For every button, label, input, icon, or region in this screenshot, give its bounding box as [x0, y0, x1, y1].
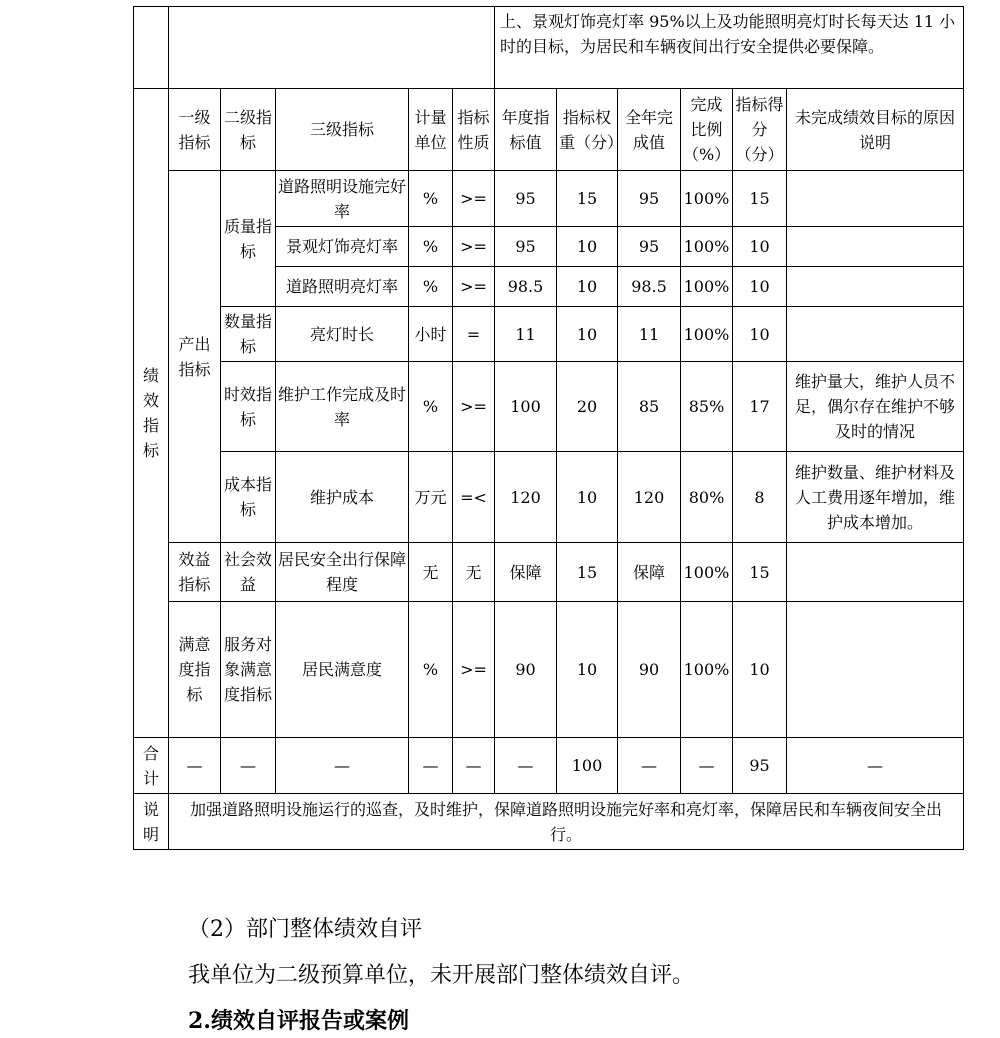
row-actual: 保障 — [618, 543, 681, 602]
note-row — [134, 794, 964, 850]
table-header-row — [134, 89, 964, 171]
row-ratio: 100% — [681, 307, 733, 362]
row-name: 居民安全出行保障程度 — [276, 543, 409, 602]
row-unit: % — [409, 227, 453, 267]
row-score: 17 — [733, 362, 787, 452]
row-ratio: 85% — [681, 362, 733, 452]
row-ratio: 100% — [681, 171, 733, 227]
header-annual-target: 年度指标值 — [495, 89, 557, 171]
note-text: 加强道路照明设施运行的巡查，及时维护，保障道路照明设施完好率和亮灯率，保障居民和车辆夜间安全出行。 — [169, 794, 964, 850]
header-actual: 全年完成值 — [618, 89, 681, 171]
row-target: 90 — [495, 602, 557, 738]
row-reason — [787, 543, 964, 602]
row-score: 10 — [733, 307, 787, 362]
table-row — [134, 362, 964, 452]
row-score: 15 — [733, 171, 787, 227]
row-target: 100 — [495, 362, 557, 452]
row-target: 11 — [495, 307, 557, 362]
row-nature: = — [453, 307, 495, 362]
row-weight: 15 — [557, 543, 618, 602]
total-dash: — — [453, 738, 495, 794]
group-quality: 质量指标 — [221, 171, 276, 307]
row-unit: % — [409, 602, 453, 738]
row-unit: % — [409, 267, 453, 307]
total-dash: — — [618, 738, 681, 794]
row-reason: 维护量大，维护人员不足，偶尔存在维护不够及时的情况 — [787, 362, 964, 452]
row-score: 10 — [733, 602, 787, 738]
row-unit: % — [409, 171, 453, 227]
row-name: 居民满意度 — [276, 602, 409, 738]
row-name: 道路照明亮灯率 — [276, 267, 409, 307]
target-description: 上、景观灯饰亮灯率 95%以上及功能照明亮灯时长每天达 11 小时的目标，为居民和车辆夜间出行安全提供必要保障。 — [495, 7, 964, 89]
row-score: 15 — [733, 543, 787, 602]
group-cost: 成本指标 — [221, 452, 276, 543]
row-weight: 15 — [557, 171, 618, 227]
row-name: 维护成本 — [276, 452, 409, 543]
row-actual: 90 — [618, 602, 681, 738]
row-score: 8 — [733, 452, 787, 543]
row-nature: >= — [453, 362, 495, 452]
row-actual: 85 — [618, 362, 681, 452]
header-weight: 指标权重（分） — [557, 89, 618, 171]
total-dash: — — [495, 738, 557, 794]
row-target: 120 — [495, 452, 557, 543]
row-reason — [787, 227, 964, 267]
header-unit: 计量单位 — [409, 89, 453, 171]
table-row — [134, 452, 964, 543]
table-row — [134, 171, 964, 227]
row-nature: >= — [453, 171, 495, 227]
group-timeliness: 时效指标 — [221, 362, 276, 452]
row-name: 维护工作完成及时率 — [276, 362, 409, 452]
row-reason — [787, 602, 964, 738]
total-dash: — — [787, 738, 964, 794]
row-reason — [787, 267, 964, 307]
table-row — [134, 602, 964, 738]
row-nature: >= — [453, 227, 495, 267]
row-actual: 120 — [618, 452, 681, 543]
section-title: （2）部门整体绩效自评 — [188, 917, 422, 942]
row-actual: 95 — [618, 171, 681, 227]
row-nature: >= — [453, 602, 495, 738]
row-reason — [787, 171, 964, 227]
row-actual: 11 — [618, 307, 681, 362]
empty-cell — [169, 7, 495, 89]
row-unit: 无 — [409, 543, 453, 602]
row-weight: 10 — [557, 452, 618, 543]
row-weight: 10 — [557, 227, 618, 267]
row-nature: =< — [453, 452, 495, 543]
header-nature: 指标性质 — [453, 89, 495, 171]
row-ratio: 100% — [681, 267, 733, 307]
row-actual: 98.5 — [618, 267, 681, 307]
group-quantity: 数量指标 — [221, 307, 276, 362]
row-nature: >= — [453, 267, 495, 307]
performance-table — [133, 6, 964, 850]
section-heading: 2.绩效自评报告或案例 — [188, 1008, 409, 1034]
group-label-performance: 绩效指标 — [134, 89, 169, 738]
row-name: 景观灯饰亮灯率 — [276, 227, 409, 267]
row-reason: 维护数量、维护材料及人工费用逐年增加，维护成本增加。 — [787, 452, 964, 543]
group-benefit: 效益指标 — [169, 543, 221, 602]
total-dash: — — [409, 738, 453, 794]
row-weight: 10 — [557, 602, 618, 738]
group-satisfaction: 满意度指标 — [169, 602, 221, 738]
group-service-satisfaction: 服务对象满意度指标 — [221, 602, 276, 738]
table-row — [134, 7, 964, 89]
total-dash: — — [221, 738, 276, 794]
section-body: 我单位为二级预算单位，未开展部门整体绩效自评。 — [188, 963, 695, 988]
empty-cell — [134, 7, 169, 89]
row-ratio: 80% — [681, 452, 733, 543]
header-reason: 未完成绩效目标的原因说明 — [787, 89, 964, 171]
header-ratio: 完成比例（%） — [681, 89, 733, 171]
row-target: 保障 — [495, 543, 557, 602]
total-weight: 100 — [557, 738, 618, 794]
row-target: 98.5 — [495, 267, 557, 307]
row-unit: % — [409, 362, 453, 452]
group-social: 社会效益 — [221, 543, 276, 602]
row-ratio: 100% — [681, 227, 733, 267]
total-dash: — — [276, 738, 409, 794]
note-label: 说明 — [134, 794, 169, 850]
row-target: 95 — [495, 171, 557, 227]
total-dash: — — [681, 738, 733, 794]
row-weight: 10 — [557, 307, 618, 362]
row-unit: 万元 — [409, 452, 453, 543]
row-reason — [787, 307, 964, 362]
row-weight: 10 — [557, 267, 618, 307]
row-score: 10 — [733, 227, 787, 267]
total-score: 95 — [733, 738, 787, 794]
table-row — [134, 543, 964, 602]
total-row — [134, 738, 964, 794]
header-level1: 一级指标 — [169, 89, 221, 171]
total-dash: — — [169, 738, 221, 794]
row-ratio: 100% — [681, 602, 733, 738]
row-target: 95 — [495, 227, 557, 267]
row-unit: 小时 — [409, 307, 453, 362]
header-score: 指标得分（分） — [733, 89, 787, 171]
row-weight: 20 — [557, 362, 618, 452]
row-actual: 95 — [618, 227, 681, 267]
row-name: 亮灯时长 — [276, 307, 409, 362]
header-level2: 二级指标 — [221, 89, 276, 171]
row-name: 道路照明设施完好率 — [276, 171, 409, 227]
row-ratio: 100% — [681, 543, 733, 602]
group-output: 产出指标 — [169, 171, 221, 543]
row-nature: 无 — [453, 543, 495, 602]
table-row — [134, 307, 964, 362]
row-score: 10 — [733, 267, 787, 307]
total-label: 合计 — [134, 738, 169, 794]
header-level3: 三级指标 — [276, 89, 409, 171]
